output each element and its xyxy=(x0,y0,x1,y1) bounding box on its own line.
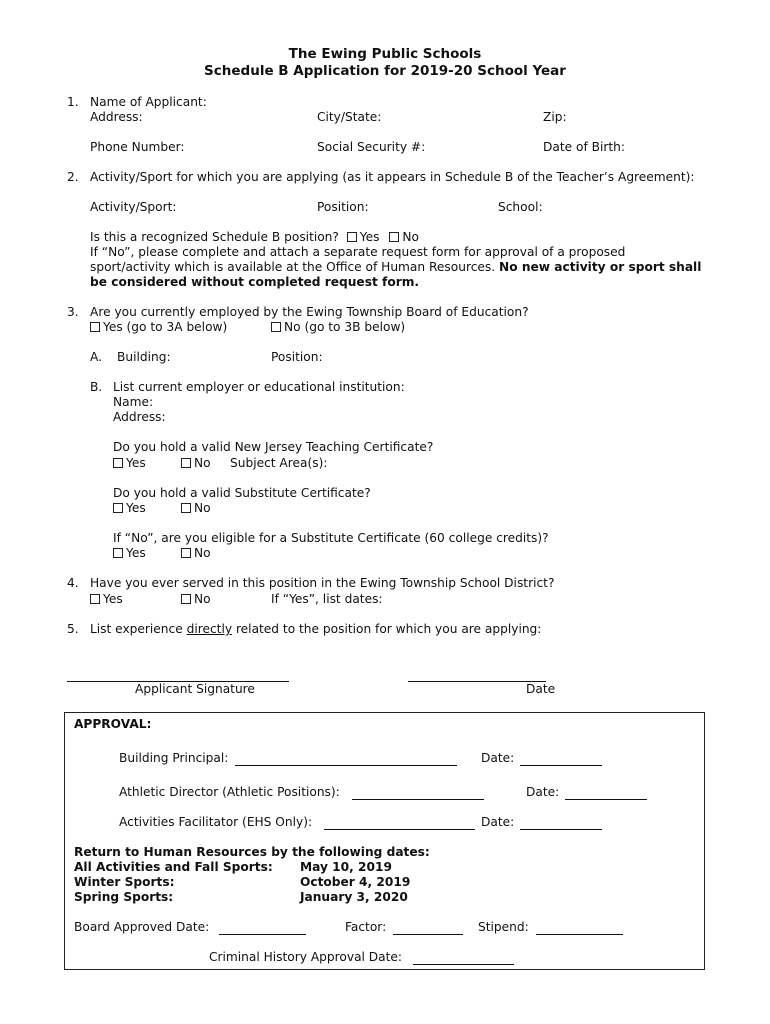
employed-yes-checkbox[interactable] xyxy=(90,322,100,332)
principal-label: Building Principal: xyxy=(119,751,229,765)
fall-sports-date: May 10, 2019 xyxy=(300,860,392,874)
q3-text: Are you currently employed by the Ewing Township Board of Education? xyxy=(90,305,529,319)
q5-number: 5. xyxy=(67,622,79,636)
subject-area-label: Subject Area(s): xyxy=(230,456,328,470)
athletic-director-line[interactable] xyxy=(352,799,484,800)
recognized-question: Is this a recognized Schedule B position? xyxy=(90,230,339,244)
signature-date-label: Date xyxy=(526,682,556,696)
fall-sports-label: All Activities and Fall Sports: xyxy=(74,860,273,874)
eligible-yes-checkbox[interactable] xyxy=(113,548,123,558)
employed-yes-option xyxy=(90,320,227,335)
athletic-date-line[interactable] xyxy=(565,799,647,800)
principal-signature-line[interactable] xyxy=(235,765,457,766)
q5-text-post: related to the position for which you are applying: xyxy=(235,622,542,636)
stipend-label: Stipend: xyxy=(478,920,529,934)
recognized-position-row xyxy=(90,230,419,245)
employed-no-label: No (go to 3B below) xyxy=(284,320,406,334)
request-note-bold: No new activity or sport shall xyxy=(499,260,702,274)
employer-address-label: Address: xyxy=(113,410,166,424)
served-no-label: No xyxy=(194,592,211,606)
nj-certificate-question: Do you hold a valid New Jersey Teaching Certificate? xyxy=(113,440,434,454)
served-no-checkbox[interactable] xyxy=(181,594,191,604)
nj-cert-yes-option xyxy=(113,456,146,471)
served-yes-option xyxy=(90,592,123,607)
dob-label: Date of Birth: xyxy=(543,140,625,154)
request-note-line3: be considered without completed request form. xyxy=(90,275,420,289)
eligible-no-label: No xyxy=(194,546,211,560)
sub-eligibility-question: If “No”, are you eligible for a Substitute Certificate (60 college credits)? xyxy=(113,531,549,545)
nj-cert-no-label: No xyxy=(194,456,211,470)
building-label: Building: xyxy=(117,350,171,364)
address-label: Address: xyxy=(90,110,143,124)
served-no-option xyxy=(181,592,211,607)
q1-number: 1. xyxy=(67,95,79,109)
list-dates-label: If “Yes”, list dates: xyxy=(271,592,383,606)
nj-cert-no-checkbox[interactable] xyxy=(181,458,191,468)
sub-cert-yes-label: Yes xyxy=(126,501,146,515)
employed-no-option xyxy=(271,320,405,335)
employer-name-label: Name: xyxy=(113,395,154,409)
q3-number: 3. xyxy=(67,305,79,319)
activities-facilitator-line[interactable] xyxy=(324,829,475,830)
q4-number: 4. xyxy=(67,576,79,590)
eligible-yes-label: Yes xyxy=(126,546,146,560)
q2-text: Activity/Sport for which you are applying (as it appears in Schedule B of the Teacher’s Agreement): xyxy=(90,170,695,184)
recognized-yes-label: Yes xyxy=(359,230,380,244)
q3a-position-label: Position: xyxy=(271,350,323,364)
criminal-history-line[interactable] xyxy=(413,964,514,965)
served-yes-checkbox[interactable] xyxy=(90,594,100,604)
winter-sports-label: Winter Sports: xyxy=(74,875,175,889)
factor-line[interactable] xyxy=(393,934,463,935)
request-note-line2 xyxy=(90,260,701,275)
nj-cert-yes-checkbox[interactable] xyxy=(113,458,123,468)
q3a-label: A. xyxy=(90,350,102,364)
eligible-no-checkbox[interactable] xyxy=(181,548,191,558)
activity-sport-label: Activity/Sport: xyxy=(90,200,177,214)
stipend-line[interactable] xyxy=(536,934,623,935)
sub-cert-no-option xyxy=(181,501,211,516)
employed-yes-label: Yes (go to 3A below) xyxy=(103,320,228,334)
sub-cert-no-label: No xyxy=(194,501,211,515)
principal-date-line[interactable] xyxy=(520,765,602,766)
activities-facilitator-label: Activities Facilitator (EHS Only): xyxy=(119,815,313,829)
board-approved-line[interactable] xyxy=(219,934,306,935)
activities-date-line[interactable] xyxy=(520,829,602,830)
q5-text-underlined: directly xyxy=(186,622,233,636)
athletic-date-label: Date: xyxy=(526,785,560,799)
eligible-no-option xyxy=(181,546,211,561)
q4-text: Have you ever served in this position in the Ewing Township School District? xyxy=(90,576,555,590)
substitute-certificate-question: Do you hold a valid Substitute Certificate? xyxy=(113,486,371,500)
request-note-text: sport/activity which is available at the Office of Human Resources. xyxy=(90,260,496,274)
applicant-signature-label: Applicant Signature xyxy=(135,682,255,696)
page-title: The Ewing Public Schools xyxy=(288,46,482,62)
sub-cert-yes-checkbox[interactable] xyxy=(113,503,123,513)
criminal-history-label: Criminal History Approval Date: xyxy=(209,950,403,964)
position-label: Position: xyxy=(317,200,369,214)
ssn-label: Social Security #: xyxy=(317,140,426,154)
principal-date-label: Date: xyxy=(481,751,515,765)
recognized-no-label: No xyxy=(402,230,419,244)
school-label: School: xyxy=(498,200,543,214)
q5-text xyxy=(90,622,541,637)
return-deadline-heading: Return to Human Resources by the following dates: xyxy=(74,845,430,859)
recognized-no-checkbox[interactable] xyxy=(389,232,399,242)
eligible-yes-option xyxy=(113,546,146,561)
zip-label: Zip: xyxy=(543,110,567,124)
nj-cert-yes-label: Yes xyxy=(126,456,146,470)
request-note-line1: If “No”, please complete and attach a separate request form for approval of a proposed xyxy=(90,245,626,259)
nj-cert-no-option xyxy=(181,456,211,471)
board-approved-label: Board Approved Date: xyxy=(74,920,210,934)
city-state-label: City/State: xyxy=(317,110,382,124)
q5-text-pre: List experience xyxy=(90,622,183,636)
factor-label: Factor: xyxy=(345,920,387,934)
q3b-label: B. xyxy=(90,380,103,394)
employed-no-checkbox[interactable] xyxy=(271,322,281,332)
applicant-name-label: Name of Applicant: xyxy=(90,95,207,109)
winter-sports-date: October 4, 2019 xyxy=(300,875,411,889)
phone-label: Phone Number: xyxy=(90,140,185,154)
spring-sports-date: January 3, 2020 xyxy=(300,890,408,904)
athletic-director-label: Athletic Director (Athletic Positions): xyxy=(119,785,340,799)
sub-cert-no-checkbox[interactable] xyxy=(181,503,191,513)
activities-date-label: Date: xyxy=(481,815,515,829)
spring-sports-label: Spring Sports: xyxy=(74,890,174,904)
current-employer-text: List current employer or educational institution: xyxy=(113,380,405,394)
approval-heading: APPROVAL: xyxy=(74,717,152,731)
served-yes-label: Yes xyxy=(103,592,123,606)
q2-number: 2. xyxy=(67,170,79,184)
recognized-yes-checkbox[interactable] xyxy=(347,232,357,242)
page-subtitle: Schedule B Application for 2019-20 School Year xyxy=(204,63,566,79)
sub-cert-yes-option xyxy=(113,501,146,516)
